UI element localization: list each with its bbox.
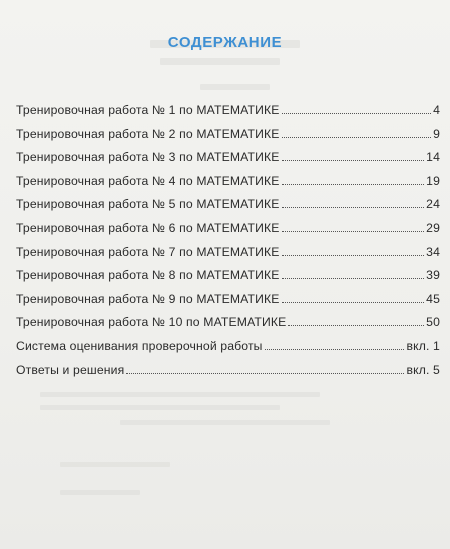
toc-entry-page: 9 <box>433 126 440 141</box>
bleed-through-mark <box>160 58 280 65</box>
toc-entry-label: Тренировочная работа № 2 по МАТЕМАТИКЕ <box>16 126 280 141</box>
toc-entry-page: 19 <box>426 173 440 188</box>
toc-entry-label: Тренировочная работа № 5 по МАТЕМАТИКЕ <box>16 197 280 212</box>
toc-entry[interactable] <box>16 127 440 151</box>
toc-entry[interactable] <box>16 292 440 316</box>
toc-entry[interactable] <box>16 174 440 198</box>
dot-leader <box>282 302 425 303</box>
toc-entry-label: Тренировочная работа № 1 по МАТЕМАТИКЕ <box>16 103 280 117</box>
toc-entry-page: 50 <box>426 315 440 330</box>
toc-entry-page: вкл. 5 <box>406 362 440 377</box>
dot-leader <box>282 278 425 279</box>
toc-entry[interactable] <box>16 315 440 339</box>
page-title: СОДЕРЖАНИЕ <box>167 34 283 51</box>
toc-entry-label: Тренировочная работа № 3 по МАТЕМАТИКЕ <box>16 150 280 165</box>
toc-entry[interactable] <box>16 103 440 127</box>
toc-entry-page: 14 <box>426 150 440 165</box>
toc-entry-page: вкл. 1 <box>406 338 440 353</box>
toc-entry[interactable] <box>16 363 440 387</box>
dot-leader <box>265 349 405 350</box>
dot-leader <box>282 184 425 185</box>
table-of-contents <box>16 103 440 386</box>
bleed-through-mark <box>60 462 170 467</box>
toc-entry[interactable] <box>16 268 440 292</box>
bleed-through-mark <box>200 84 270 90</box>
toc-entry-page: 34 <box>426 244 440 259</box>
toc-entry-label: Тренировочная работа № 6 по МАТЕМАТИКЕ <box>16 220 280 235</box>
dot-leader <box>126 373 404 374</box>
bleed-through-mark <box>40 392 320 397</box>
toc-entry-label: Система оценивания проверочной работы <box>16 338 263 353</box>
dot-leader <box>282 207 425 208</box>
bleed-through-mark <box>120 420 330 425</box>
toc-entry[interactable] <box>16 221 440 245</box>
dot-leader <box>282 231 425 232</box>
toc-entry-label: Тренировочная работа № 4 по МАТЕМАТИКЕ <box>16 173 280 188</box>
toc-entry-page: 29 <box>426 220 440 235</box>
toc-entry-page: 24 <box>426 197 440 212</box>
dot-leader <box>282 137 432 138</box>
dot-leader <box>282 113 432 114</box>
dot-leader <box>282 160 425 161</box>
toc-entry-label: Ответы и решения <box>16 362 125 377</box>
toc-entry-page: 39 <box>426 268 440 283</box>
toc-entry-page: 45 <box>426 291 440 306</box>
toc-entry-label: Тренировочная работа № 7 по МАТЕМАТИКЕ <box>16 244 280 259</box>
toc-entry-label: Тренировочная работа № 9 по МАТЕМАТИКЕ <box>16 291 280 306</box>
toc-entry-label: Тренировочная работа № 8 по МАТЕМАТИКЕ <box>16 268 280 283</box>
toc-entry[interactable] <box>16 339 440 363</box>
dot-leader <box>282 255 425 256</box>
bleed-through-mark <box>40 405 280 410</box>
bleed-through-mark <box>60 490 140 495</box>
toc-entry[interactable] <box>16 245 440 269</box>
toc-entry-label: Тренировочная работа № 10 по МАТЕМАТИКЕ <box>16 315 287 330</box>
toc-entry[interactable] <box>16 150 440 174</box>
toc-entry[interactable] <box>16 197 440 221</box>
toc-entry-page: 4 <box>433 103 440 117</box>
dot-leader <box>288 325 424 326</box>
